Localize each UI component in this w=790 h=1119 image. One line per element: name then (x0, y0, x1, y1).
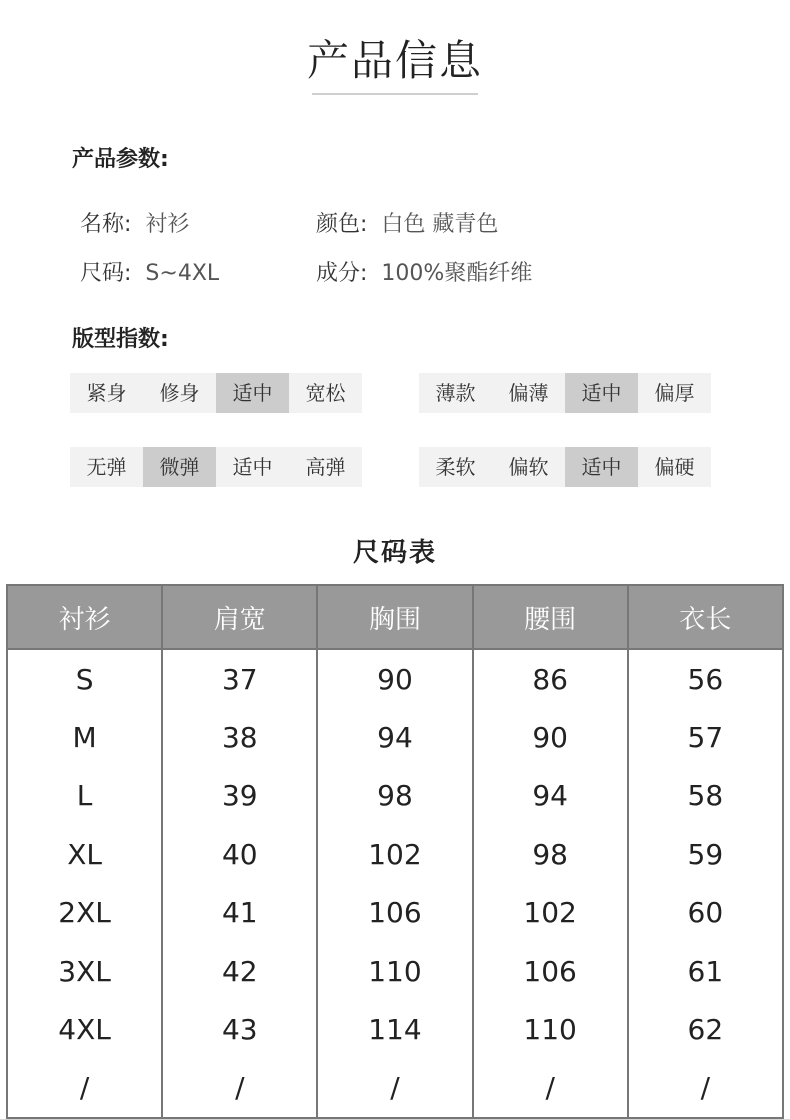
param-color-value: 白色 藏青色 (381, 212, 499, 237)
table-row (7, 649, 783, 708)
table-cell: / (162, 1059, 317, 1118)
table-cell: / (7, 1059, 162, 1118)
param-color (316, 207, 498, 238)
table-cell: 59 (628, 825, 783, 883)
scale-option: 紧身 (86, 381, 127, 405)
table-cell: 62 (628, 1000, 783, 1058)
table-row (7, 767, 783, 825)
softness-scale (419, 447, 711, 487)
table-cell: / (317, 1059, 472, 1118)
scale-option: 高弹 (305, 455, 346, 479)
param-name-key: 名称: (80, 212, 132, 237)
column-header: 肩宽 (162, 585, 317, 649)
size-chart-title: 尺码表 (352, 538, 437, 568)
table-row (7, 1059, 783, 1118)
table-cell: 42 (162, 942, 317, 1000)
table-cell: / (628, 1059, 783, 1118)
size-table (6, 584, 784, 1119)
fit-label: 版型指数: (72, 327, 169, 352)
column-header: 衣长 (628, 585, 783, 649)
scale-option: 微弹 (143, 447, 216, 487)
table-cell: 43 (162, 1000, 317, 1058)
table-cell: 56 (628, 649, 783, 708)
scale-option: 偏薄 (508, 381, 549, 405)
table-cell: 98 (317, 767, 472, 825)
table-cell: 114 (317, 1000, 472, 1058)
table-cell: XL (7, 825, 162, 883)
param-color-key: 颜色: (316, 212, 368, 237)
column-header: 衬衫 (7, 585, 162, 649)
table-cell: 102 (473, 884, 628, 942)
table-cell: 106 (317, 884, 472, 942)
table-cell: 58 (628, 767, 783, 825)
scale-option: 宽松 (305, 381, 346, 405)
column-header: 腰围 (473, 585, 628, 649)
scale-option: 适中 (565, 447, 638, 487)
column-header: 胸围 (317, 585, 472, 649)
table-cell: 38 (162, 708, 317, 766)
table-cell: 106 (473, 942, 628, 1000)
scale-option: 偏硬 (654, 455, 695, 479)
table-cell: 110 (317, 942, 472, 1000)
table-cell: 3XL (7, 942, 162, 1000)
table-cell: M (7, 708, 162, 766)
param-name (80, 207, 189, 238)
table-cell: S (7, 649, 162, 708)
size-table-body (7, 649, 783, 1118)
param-material-key: 成分: (316, 261, 368, 286)
table-cell: 4XL (7, 1000, 162, 1058)
scale-option: 适中 (216, 373, 289, 413)
table-row (7, 708, 783, 766)
table-row (7, 1000, 783, 1058)
scale-option: 薄款 (435, 381, 476, 405)
table-cell: 94 (473, 767, 628, 825)
size-table-header (7, 585, 783, 649)
thickness-scale (419, 373, 711, 413)
scale-option: 偏厚 (654, 381, 695, 405)
table-cell: 110 (473, 1000, 628, 1058)
scale-option: 柔软 (435, 455, 476, 479)
params-label: 产品参数: (72, 147, 169, 172)
table-cell: 2XL (7, 884, 162, 942)
param-material (316, 256, 532, 287)
table-cell: 94 (317, 708, 472, 766)
table-row (7, 884, 783, 942)
table-cell: 41 (162, 884, 317, 942)
param-size-key: 尺码: (80, 261, 132, 286)
scale-option: 修身 (159, 381, 200, 405)
table-cell: 98 (473, 825, 628, 883)
table-cell: 57 (628, 708, 783, 766)
elasticity-scale (70, 447, 362, 487)
scale-option: 适中 (232, 455, 273, 479)
param-size-value: S~4XL (145, 261, 220, 286)
table-cell: 90 (473, 708, 628, 766)
param-size (80, 256, 219, 287)
param-material-value: 100%聚酯纤维 (381, 261, 533, 286)
param-name-value: 衬衫 (145, 212, 190, 237)
table-cell: 60 (628, 884, 783, 942)
table-cell: 37 (162, 649, 317, 708)
table-cell: / (473, 1059, 628, 1118)
fit-scale (70, 373, 362, 413)
table-cell: 86 (473, 649, 628, 708)
table-row (7, 825, 783, 883)
table-cell: 102 (317, 825, 472, 883)
scale-option: 无弹 (86, 455, 127, 479)
table-cell: 90 (317, 649, 472, 708)
table-row (7, 942, 783, 1000)
table-cell: 61 (628, 942, 783, 1000)
title-underline (312, 93, 478, 95)
page-title: 产品信息 (306, 36, 483, 85)
scale-option: 偏软 (508, 455, 549, 479)
table-cell: L (7, 767, 162, 825)
scale-option: 适中 (565, 373, 638, 413)
table-cell: 39 (162, 767, 317, 825)
table-cell: 40 (162, 825, 317, 883)
